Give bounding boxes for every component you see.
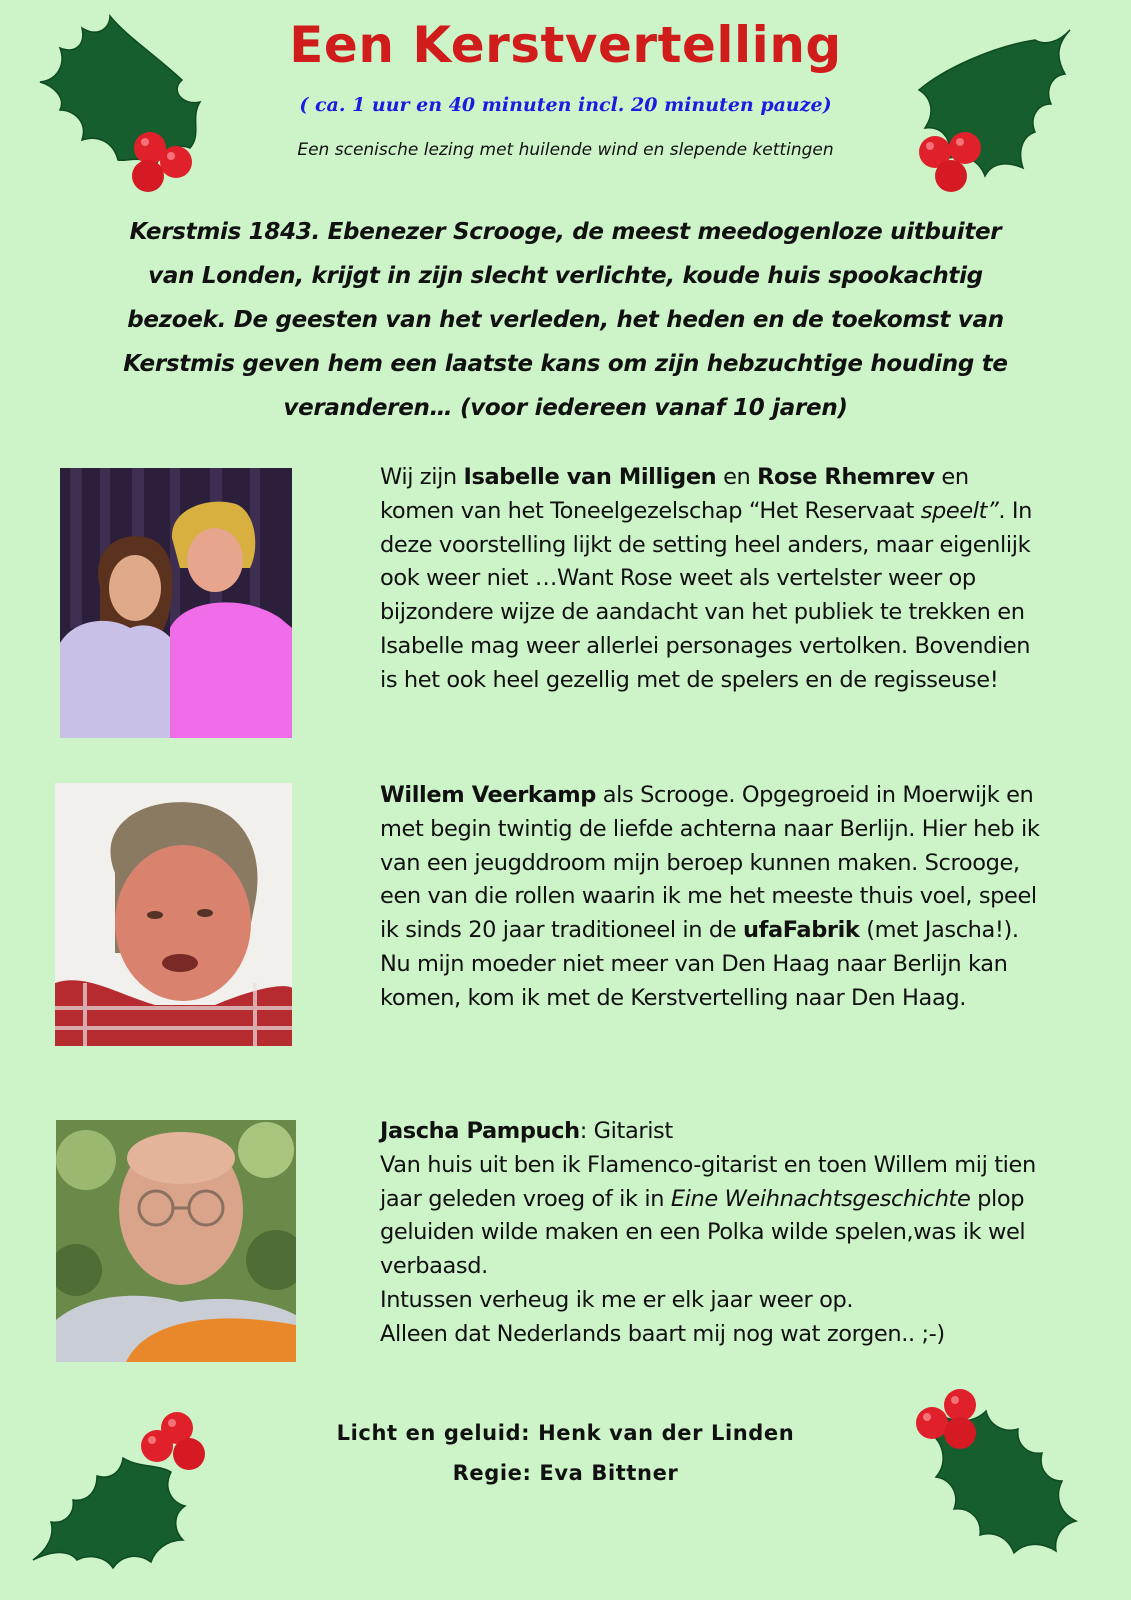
- bio3-text-1: Van huis uit ben ik Flamenco-gitarist en toen Willem mij tien jaar geleden vroeg of ik in: [380, 1151, 1036, 1212]
- bio1-text-3: en komen van het Toneelgezelschap “Het Reservaat: [380, 464, 969, 524]
- bio3-heading: [380, 1115, 1040, 1149]
- credit-direction: Regie: Eva Bittner: [452, 1461, 679, 1485]
- name-rose: Rose Rhemrev: [757, 464, 935, 490]
- bio3-italic: Eine Weihnachtsgeschichte: [670, 1185, 971, 1212]
- credit-light-sound-label: Licht en geluid:: [336, 1421, 531, 1445]
- bio3-text-4: Alleen dat Nederlands baart mij nog wat zorgen.. ;-): [380, 1320, 945, 1347]
- page-title: Een Kerstvertelling: [289, 16, 842, 74]
- photo-jascha: [56, 1120, 296, 1362]
- bio3-text-3: Intussen verheug ik me er elk jaar weer op.: [380, 1286, 854, 1313]
- credit-light-sound-name: Henk van der Linden: [538, 1421, 795, 1445]
- subtitle-text: Een scenische lezing met huilende wind en slepende kettingen: [297, 140, 834, 160]
- name-willem: Willem Veerkamp: [380, 782, 596, 808]
- bio2-text-2: (met Jascha!). Nu mijn moeder niet meer van Den Haag naar Berlijn kan komen, kom ik met de Kerstvertelling naar Den Haag.: [380, 917, 1019, 1011]
- bio-isabelle-rose: [380, 461, 1040, 698]
- name-jascha: Jascha Pampuch: [380, 1118, 580, 1144]
- bio1-text-1: Wij zijn: [380, 464, 464, 490]
- bio-willem: [380, 779, 1040, 1016]
- bio3-paragraph: [380, 1149, 1040, 1284]
- bio3-text-2: plop geluiden wilde maken en een Polka wilde spelen,was ik wel verbaasd.: [380, 1185, 1026, 1280]
- bio2-text-1: als Scrooge. Opgegroeid in Moerwijk en met begin twintig de liefde achterna naar Berlijn. Hier heb ik van een jeugddroom mijn beroep kunnen maken. Scrooge, een van die rollen waarin ik me het meeste thuis voel, speel ik sinds 20 jaar traditioneel in de: [380, 782, 1040, 944]
- bio1-text-2: en: [716, 464, 758, 490]
- synopsis-paragraph: Kerstmis 1843. Ebenezer Scrooge, de meest meedogenloze uitbuiter van Londen, krijgt in zijn slecht verlichte, koude huis spookachtig bezoek. De geesten van het verleden, het heden en de toekomst van Kerstmis geven hem een laatste kans om zijn hebzuchtige houding te veranderen… (voor iedereen vanaf 10 jaren): [123, 219, 1008, 421]
- photo-willem: [55, 783, 292, 1046]
- role-gitarist: : Gitarist: [579, 1118, 673, 1144]
- credit-light-sound: [0, 1418, 1131, 1448]
- bio1-text-4: . In deze voorstelling lijkt de setting heel anders, maar eigenlijk ook weer niet …Want Rose weet als vertelster weer op bijzondere wijze de aandacht van het publiek te trekken en Isabelle mag weer allerlei personages vertolken. Bovendien is het ook heel gezellig met de spelers en de regisseuse!: [380, 497, 1032, 693]
- duration-text: ( ca. 1 uur en 40 minuten incl. 20 minuten pauze): [299, 94, 832, 116]
- photo-isabelle-rose: [60, 468, 292, 738]
- bio-jascha: [380, 1115, 1040, 1352]
- name-isabelle: Isabelle van Milligen: [463, 464, 717, 490]
- bio1-italic: speelt”: [920, 497, 999, 524]
- venue-ufafabrik: ufaFabrik: [742, 917, 860, 944]
